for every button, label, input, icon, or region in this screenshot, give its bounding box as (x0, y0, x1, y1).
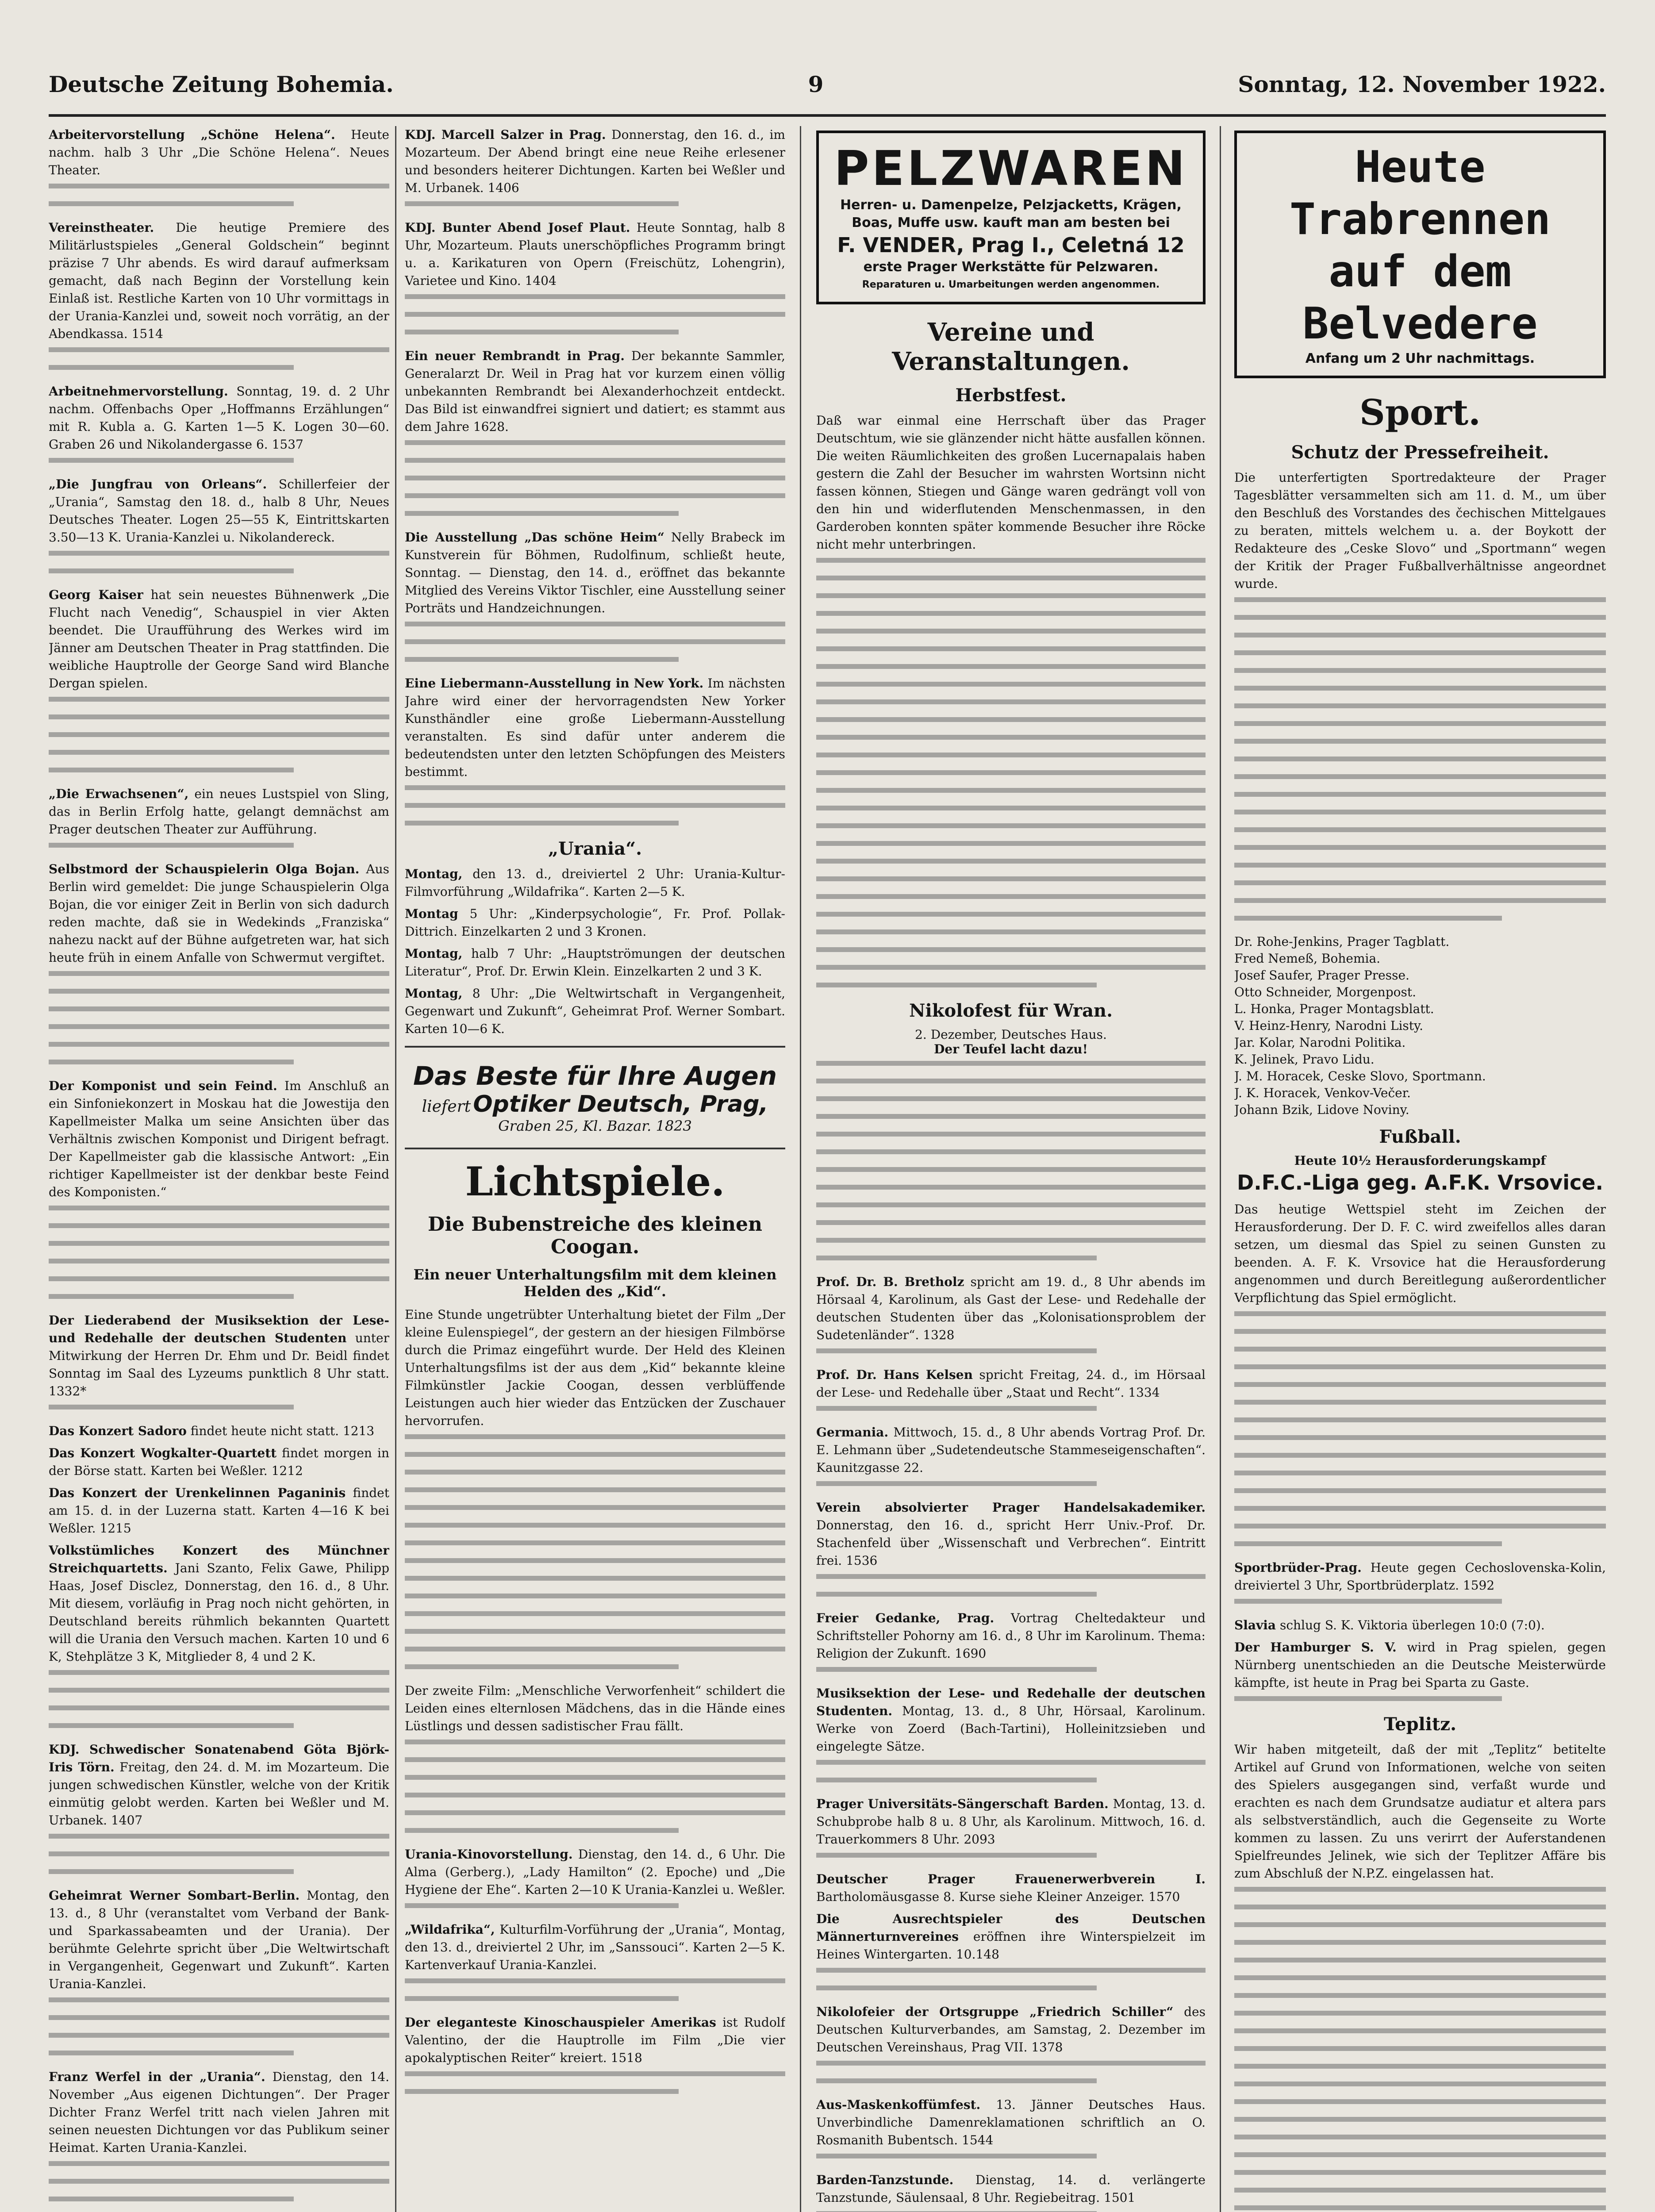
notice-heading: Das Konzert Wogkalter-Quartett (49, 1446, 277, 1460)
notice-item (816, 1366, 1206, 1402)
notice-text: findet morgen in der Börse statt. Karten bei Weßler. 1212 (49, 1446, 389, 1478)
optiker-ad-name: Optiker Deutsch, Prag, (473, 1091, 768, 1118)
text-lines (405, 1903, 785, 1908)
signer-name: Josef Saufer, Prager Presse. (1234, 968, 1409, 983)
notice-item (405, 865, 785, 901)
notice-text: 5 Uhr: „Kinderpsychologie“, Fr. Prof. Pollak-Dittrich. Einzelkarten 2 und 3 Kronen. (405, 906, 785, 939)
notice-text: Schillerfeier der „Urania“, Samstag den 18. d., halb 8 Uhr, Neues Deutsches Theater. Logen 25—55 K, Eintrittskarten 3.50—13 K. Urania-Kanzlei u. Nikolandereck. (49, 477, 389, 545)
fussball-subheading: Heute 10½ Herausforderungskampf (1294, 1153, 1546, 1168)
notice-heading: Arbeitnehmervorstellung. (49, 384, 228, 399)
text-lines (1234, 1887, 1606, 2212)
notice-text: wird in Prag spielen, gegen Nürnberg unentschieden an die Deutsche Meisterwürde kämpfte, ist heute in Prag bei Sparta zu Gaste. (1234, 1640, 1606, 1690)
lichtspiele-heading: Lichtspiele. (465, 1158, 725, 1205)
optiker-ad (405, 1061, 785, 1134)
notice-heading: Eine Liebermann-Ausstellung in New York. (405, 676, 704, 691)
notice-text: spricht am 19. d., 8 Uhr abends im Hörsaal 4, Karolinum, als Gast der Lese- und Redehalle der deutschen Studenten über das „Kolonisationsproblem der Sudetenländer“. 1328 (816, 1275, 1206, 1342)
text-lines (49, 2161, 389, 2201)
notice-item (405, 1921, 785, 1974)
column-4 (1234, 126, 1606, 2212)
notice-text: findet heute nicht statt. 1213 (190, 1424, 375, 1438)
notice-item (49, 1741, 389, 1829)
notice-heading: Musiksektion der Lese- und Redehalle der deutschen Studenten. (816, 1686, 1206, 1718)
text-lines (49, 1997, 389, 2055)
signer-name: V. Heinz-Henry, Narodni Listy. (1234, 1018, 1424, 1033)
text-lines (816, 1853, 1206, 1858)
notice-item (49, 2068, 389, 2157)
text-lines (816, 1061, 1206, 1260)
notice-text: Bartholomäusgasse 8. Kurse siehe Kleiner Anzeiger. 1570 (816, 1889, 1180, 1904)
text-lines (816, 1667, 1206, 1672)
notice-text: Donnerstag, den 16. d., im Mozarteum. Der Abend bringt eine neue Reihe erlesener und besonders heiterer Dichtungen. Karten bei Weßler und M. Urbanek. 1406 (405, 127, 785, 195)
fussball-body: Das heutige Wettspiel steht im Zeichen der Herausforderung. Der D. F. C. wird zweifellos alles daran setzen, um diesmal das Spiel zu seinen Gunsten zu beenden. A. F. K. Vrsovice hat die Herausforderung angenommen und durch Bereitlegung außerordentlicher Verpflichtung das Spiel ermöglicht. (1234, 1202, 1606, 1305)
text-lines (405, 201, 785, 206)
notice-heading: Montag (405, 906, 458, 921)
notice-item (1234, 1617, 1606, 1634)
trabrennen-ad-venue: auf dem Belvedere (1302, 246, 1538, 349)
notice-text: Freitag, den 24. d. M. im Mozarteum. Die jungen schwedischen Künstler, welche von der Kritik einmütig gelobt werden. Karten bei Weßler und M. Urbanek. 1407 (49, 1760, 389, 1828)
notice-heading: Die Ausrechtspieler des Deutschen Männerturnvereines (816, 1912, 1206, 1944)
column-divider (1220, 126, 1221, 2212)
notice-item (49, 219, 389, 343)
signer-name: L. Honka, Prager Montagsblatt. (1234, 1002, 1434, 1016)
text-lines (816, 1760, 1206, 1782)
notice-item (49, 586, 389, 692)
vereine-notices (816, 1273, 1206, 2212)
notice-item (49, 1887, 389, 1993)
paper-name: Deutsche Zeitung Bohemia. (49, 71, 394, 97)
notice-item (816, 2171, 1206, 2207)
notice-item (405, 529, 785, 617)
sport-short-items (1234, 1559, 1606, 1701)
notice-item (49, 1077, 389, 1201)
notice-text: schlug S. K. Viktoria überlegen 10:0 (7:0). (1279, 1618, 1545, 1632)
notice-text: eröffnen ihre Winterspielzeit im Heines Wintergarten. 10.148 (816, 1929, 1206, 1962)
notice-item (816, 1795, 1206, 1848)
notice-heading: „Die Erwachsenen“, (49, 787, 189, 801)
notice-item (49, 860, 389, 967)
notice-heading: „Wildafrika“, (405, 1922, 495, 1937)
text-lines (1234, 1311, 1606, 1546)
text-lines (49, 843, 389, 848)
notice-item (816, 1273, 1206, 1344)
notice-heading: Der Komponist und sein Feind. (49, 1079, 277, 1093)
notice-heading: Vereinstheater. (49, 220, 154, 235)
notice-item (49, 126, 389, 179)
lichtspiele-subtitle: Die Bubenstreiche des kleinen Coogan. (428, 1213, 762, 1258)
notice-heading: Selbstmord der Schauspielerin Olga Bojan. (49, 862, 360, 876)
notice-text: Montag, 13. d. Schubprobe halb 8 u. 8 Uhr, als Karolinum. Mittwoch, 16. d. Trauerkommers 8 Uhr. 2093 (816, 1797, 1206, 1847)
notice-item (816, 1910, 1206, 1963)
notice-heading: Montag, (405, 867, 463, 881)
column-2 (405, 126, 785, 2212)
notice-text: 8 Uhr: „Die Weltwirtschaft in Vergangenheit, Gegenwart und Zukunft“, Geheimrat Prof. Werner Sombart. Karten 10—6 K. (405, 986, 785, 1036)
notice-heading: Deutscher Prager Frauenerwerbverein I. (816, 1872, 1206, 1886)
text-lines (405, 1434, 785, 1669)
text-lines (816, 1574, 1206, 1597)
text-lines (816, 1481, 1206, 1486)
notice-item (1234, 1559, 1606, 1594)
notice-heading: KDJ. Schwedischer Sonatenabend Göta Björk-Iris Törn. (49, 1742, 389, 1774)
notice-item (49, 476, 389, 546)
column-divider (395, 126, 396, 2212)
pressefreiheit-heading: Schutz der Pressefreiheit. (1291, 442, 1549, 463)
trabrennen-ad-title: Heute Trabrennen (1289, 142, 1551, 245)
notice-item (49, 785, 389, 838)
issue-date: Sonntag, 12. November 1922. (1238, 71, 1606, 97)
notice-heading: Das Konzert Sadoro (49, 1424, 187, 1438)
notice-text: Aus Berlin wird gemeldet: Die junge Schauspielerin Olga Bojan, die vor einiger Zeit in Berlin von sich dadurch reden machte, daß sie in Wedekinds „Franziska“ nahezu nackt auf der Bühne aufgetreten war, hat sich heute früh in einem Anfalle von Schwermut vergiftet. (49, 862, 389, 965)
notice-text: findet am 15. d. in der Luzerna statt. Karten 4—16 K bei Weßler. 1215 (49, 1486, 389, 1536)
text-lines (49, 184, 389, 206)
notice-text: Heute nachm. halb 3 Uhr „Die Schöne Helena“. Neues Theater. (49, 127, 389, 177)
notice-text: des Deutschen Kulturverbandes, am Samstag, 2. Dezember im Deutschen Vereinshaus, Prag VII. 1378 (816, 2005, 1206, 2055)
notice-text: Dienstag, den 14. d., 6 Uhr. Die Alma (Gerberg.), „Lady Hamilton“ (2. Epoche) und „Die Hygiene der Ehe“. Karten 2—10 K Urania-Kanzlei u. Weßler. (405, 1847, 785, 1897)
nikolofest-heading: Nikolofest für Wran. (909, 1000, 1113, 1021)
nikolofest-subheading: 2. Dezember, Deutsches Haus. (915, 1027, 1107, 1042)
notice-text: Kulturfilm-Vorführung der „Urania“, Montag, den 13. d., dreiviertel 2 Uhr, im „Sanssouci“. Karten 2—5 K. Kartenverkauf Urania-Kanzlei. (405, 1922, 785, 1972)
text-lines (49, 1670, 389, 1728)
notice-heading: Urania-Kinovorstellung. (405, 1847, 573, 1862)
notice-heading: Nikolofeier der Ortsgruppe „Friedrich Schiller“ (816, 2005, 1174, 2019)
text-lines (49, 347, 389, 370)
text-lines (49, 971, 389, 1064)
notice-item (49, 1444, 389, 1480)
text-lines (405, 440, 785, 516)
text-lines (49, 697, 389, 772)
notice-text: ein neues Lustspiel von Sling, das in Berlin Erfolg hatte, gelangt demnächst am Prager deutschen Theater zur Aufführung. (49, 787, 389, 837)
text-lines (1234, 1696, 1606, 1701)
notice-text: den 13. d., dreiviertel 2 Uhr: Urania-Kultur-Filmvorführung „Wildafrika“. Karten 2—5 K. (405, 867, 785, 899)
masthead-rule (49, 114, 1606, 117)
sport-heading: Sport. (1359, 392, 1481, 433)
notice-text: Dienstag, den 14. November „Aus eigenen Dichtungen“. Der Prager Dichter Franz Werfel tritt nach vielen Jahren mit seinen neuesten Dichtungen vor das Publikum seiner Heimat. Karten Urania-Kanzlei. (49, 2070, 389, 2155)
notice-text: Heute gegen Cechoslovenska-Kolin, dreiviertel 3 Uhr, Sportbrüderplatz. 1592 (1234, 1560, 1606, 1593)
notice-heading: Barden-Tanzstunde. (816, 2173, 954, 2187)
notice-item (405, 126, 785, 197)
notice-heading: Prof. Dr. B. Bretholz (816, 1275, 964, 1289)
notice-item (405, 675, 785, 781)
text-lines (816, 2061, 1206, 2083)
notice-text: ist Rudolf Valentino, der die Hauptrolle im Film „Die vier apokalyptischen Reiter“ kreiert. 1518 (405, 2015, 785, 2065)
pelzwaren-ad (816, 131, 1206, 304)
notice-item (816, 2003, 1206, 2056)
text-lines (816, 1348, 1206, 1353)
masthead (49, 66, 1606, 102)
notice-heading: Montag, (405, 986, 463, 1001)
text-lines (405, 1740, 785, 1833)
notice-heading: Arbeitervorstellung „Schöne Helena“. (49, 127, 335, 142)
text-lines (1234, 1599, 1606, 1604)
pressefreiheit-body: Die unterfertigten Sportredakteure der Prager Tagesblätter versammelten sich am 11. d. M., um über den Beschluß des Vorstandes des čechischen Mittelgaues zu beraten, mittels welchem u. a. der Boykott der Redakteure des „Ceske Slovo“ und „Sportmann“ wegen der Kritik der Prager Fußballverhältnisse angeordnet wurde. (1234, 470, 1606, 591)
notice-item (405, 945, 785, 980)
notice-item (49, 1312, 389, 1400)
text-lines (816, 1406, 1206, 1411)
notice-item (816, 1424, 1206, 1477)
notice-heading: Prager Universitäts-Sängerschaft Barden. (816, 1797, 1109, 1811)
text-lines (49, 551, 389, 573)
nikolofest-note: Der Teufel lacht dazu! (934, 1042, 1088, 1056)
notice-heading: Der eleganteste Kinoschauspieler Amerikas (405, 2015, 716, 2030)
page-number: 9 (808, 71, 824, 97)
text-lines (49, 1206, 389, 1299)
notice-heading: Der Hamburger S. V. (1234, 1640, 1397, 1655)
teplitz-body: Wir haben mitgeteilt, daß der mit „Teplitz“ betitelte Artikel auf Grund von Informationen, welche von seiten des Spielers ausgegangen sind, verfaßt wurde und erachten es nach dem Grundsatze audiatur et altera pars als selbstverständlich, auch die Gegenseite zu Worte kommen zu lassen. Zu uns verirrt der Auferstandenen Spielfreundes Jelinek, wie sich der Teplitzer Affäre bis zum Abschluß der N.P.Z. eingelassen hat. (1234, 1742, 1606, 1881)
notice-heading: Volkstümliches Konzert des Münchner Streichquartetts. (49, 1543, 389, 1575)
signer-name: K. Jelinek, Pravo Lidu. (1234, 1052, 1375, 1067)
notice-heading: „Die Jungfrau von Orleans“. (49, 477, 267, 492)
notice-heading: KDJ. Bunter Abend Josef Plaut. (405, 220, 630, 235)
text-lines (49, 458, 389, 463)
notice-item (405, 1846, 785, 1899)
notice-heading: Das Konzert der Urenkelinnen Paganinis (49, 1486, 346, 1500)
notice-item (816, 1609, 1206, 1663)
vereine-heading: Vereine und Veranstaltungen. (892, 318, 1130, 376)
notice-item (816, 1499, 1206, 1570)
column-3 (816, 126, 1206, 2212)
notice-text: Der bekannte Sammler, Generalarzt Dr. Weil in Prag hat vor kurzem einen völlig unbekannten Rembrandt bei Alexanderhochzeit entdeckt. Das Bild ist einwandfrei signiert und datiert; es stammt aus dem Jahre 1628. (405, 349, 785, 434)
text-lines (405, 294, 785, 334)
notice-heading: Die Ausstellung „Das schöne Heim“ (405, 530, 664, 545)
notice-item (816, 2096, 1206, 2149)
notice-text: Die heutige Premiere des Militärlustspieles „General Goldschein“ beginnt präzise 7 Uhr abends. Es wird darauf aufmerksam gemacht, daß nach Beginn der Vorstellung kein Einlaß ist. Restliche Karten von 10 Uhr vormittags in der Urania-Kanzlei und, soweit noch vorrätig, an der Abendkassa. 1514 (49, 220, 389, 341)
notice-heading: Freier Gedanke, Prag. (816, 1611, 995, 1625)
lichtspiele-body: Eine Stunde ungetrübter Unterhaltung bietet der Film „Der kleine Eulenspiegel“, der gestern an der hiesigen Filmbörse durch die Primaz eingeführt wurde. Der Held des Kleinen Unterhaltungsfilms ist der aus dem „Kid“ bekannte kleine Filmkünstler Jackie Coogan, dessen verblüffende Leistungen auch hier wieder das Entzücken der Zuschauer hervorrufen. (405, 1307, 785, 1428)
text-lines (816, 558, 1206, 987)
notice-text: Im Anschluß an ein Sinfoniekonzert in Moskau hat die Jowestija den Kapellmeister Malka um seine Ansichten über das Verhältnis zwischen Komponist und Dirigent befragt. Der Kapellmeister gab die klassische Antwort: „Ein richtiger Kapellmeister ist der denkbar beste Feind des Komponisten.“ (49, 1079, 389, 1199)
notice-item (816, 1685, 1206, 1755)
text-lines (49, 1834, 389, 1874)
notice-item (49, 383, 389, 453)
fussball-match: D.F.C.-Liga geg. A.F.K. Vrsovice. (1237, 1171, 1603, 1194)
pelzwaren-ad-line: erste Prager Werkstätte für Pelzwaren. (863, 259, 1159, 275)
optiker-ad-address: Graben 25, Kl. Bazar. 1823 (498, 1118, 692, 1134)
optiker-ad-headline: Das Beste für Ihre Augen (413, 1061, 777, 1091)
notice-text: Montag, 13. d., 8 Uhr, Hörsaal, Karolinum. Werke von Zoerd (Bach-Tartini), Holleinitzsieben und eingelegte Sätze. (816, 1704, 1206, 1754)
divider (405, 1046, 785, 1048)
text-lines (49, 1405, 389, 1409)
notice-text: Sonntag, 19. d. 2 Uhr nachm. Offenbachs Oper „Hoffmanns Erzählungen“ mit R. Kubla a. G. Karten 1—5 K. Logen 30—60. Graben 26 und Nikolandergasse 6. 1537 (49, 384, 389, 452)
notice-text: Im nächsten Jahre wird einer der hervorragendsten New Yorker Kunsthändler eine große Liebermann-Ausstellung veranstalten. Es sind dafür unter anderem die bedeutendsten unter den letzten Schöpfungen des Meisters bestimmt. (405, 676, 785, 779)
notice-item (405, 219, 785, 290)
notice-item (49, 1484, 389, 1537)
urania-heading: „Urania“. (548, 838, 642, 859)
notice-text: Jani Szanto, Felix Gawe, Philipp Haas, Josef Disclez, Donnerstag, den 16. d., 8 Uhr. Mit diesem, vorläufig in Prag noch nicht gehörten, in Deutschland bereits rühmlich bekannten Quartett will die Urania den Versuch machen. Karten 10 und 6 K, Stehplätze 3 K, Mitglieder 8, 4 und 2 K. (49, 1561, 389, 1664)
notice-text: halb 7 Uhr: „Hauptströmungen der deutschen Literatur“, Prof. Dr. Erwin Klein. Einzelkarten 2 und 3 K. (405, 946, 785, 979)
signer-name: J. K. Horacek, Venkov-Večer. (1234, 1086, 1411, 1100)
notice-item (49, 1542, 389, 1666)
notice-heading: Montag, (405, 946, 463, 961)
notice-text: 13. Jänner Deutsches Haus. Unverbindliche Damenreklamationen schriftlich an O. Rosmanith Bubentsch. 1544 (816, 2097, 1206, 2147)
lichtspiele-deck: Ein neuer Unterhaltungsfilm mit dem kleinen Helden des „Kid“. (413, 1266, 777, 1300)
notice-heading: Der Liederabend der Musiksektion der Lese- und Redehalle der deutschen Studenten (49, 1313, 389, 1345)
trabrennen-ad-time: Anfang um 2 Uhr nachmittags. (1305, 351, 1535, 366)
column-1-items (49, 126, 389, 2212)
herbstfest-heading: Herbstfest. (955, 385, 1067, 406)
pelzwaren-ad-address: F. VENDER, Prag I., Celetná 12 (837, 233, 1185, 257)
notice-heading: KDJ. Marcell Salzer in Prag. (405, 127, 606, 142)
notice-item (405, 905, 785, 941)
teplitz-heading: Teplitz. (1383, 1714, 1457, 1735)
notice-heading: Slavia (1234, 1618, 1276, 1632)
notice-text: Heute Sonntag, halb 8 Uhr, Mozarteum. Plauts unerschöpfliches Programm bringt u. a. Karikaturen von Opern (Freischütz, Lohengrin), Varietee und Kino. 1404 (405, 220, 785, 288)
notice-item (816, 1870, 1206, 1906)
signer-name: Otto Schneider, Morgenpost. (1234, 985, 1417, 999)
column-2-items (405, 126, 785, 826)
optiker-ad-prefix: liefert (422, 1098, 471, 1116)
notice-text: Nelly Brabeck im Kunstverein für Böhmen, Rudolfinum, schließt heute, Sonntag. — Dienstag, den 14. d., eröffnet das bekannte Mitglied des Vereins Viktor Tischler, eine Ausstellung seiner Porträts und Handzeichnungen. (405, 530, 785, 615)
pelzwaren-ad-title: PELZWAREN (834, 141, 1188, 196)
signers-list (1234, 933, 1606, 1118)
signer-name: Dr. Rohe-Jenkins, Prager Tagblatt. (1234, 934, 1450, 949)
notice-text: Dienstag, 14. d. verlängerte Tanzstunde, Säulensaal, 8 Uhr. Regiebeitrag. 1501 (816, 2173, 1206, 2205)
text-lines (405, 2071, 785, 2094)
notice-heading: Aus-Maskenkoffümfest. (816, 2097, 981, 2112)
notice-heading: Georg Kaiser (49, 588, 143, 602)
notice-heading: Ein neuer Rembrandt in Prag. (405, 349, 625, 363)
notice-text: unter Mitwirkung der Herren Dr. Ehm und Dr. Beidl findet Sonntag im Saal des Lyzeums punktlich 8 Uhr statt. 1332* (49, 1331, 389, 1398)
text-lines (1234, 597, 1606, 921)
signer-name: Jar. Kolar, Narodni Politika. (1234, 1035, 1406, 1050)
fussball-heading: Fußball. (1379, 1126, 1461, 1147)
notice-item (1234, 1639, 1606, 1692)
trabrennen-ad (1234, 131, 1606, 378)
text-lines (405, 1978, 785, 2001)
notice-text: Mittwoch, 15. d., 8 Uhr abends Vortrag Prof. Dr. E. Lehmann über „Sudetendeutsche Stammeseigenschaften“. Kaunitzgasse 22. (816, 1425, 1206, 1475)
notice-heading: Franz Werfel in der „Urania“. (49, 2070, 265, 2084)
text-lines (405, 785, 785, 826)
signer-name: J. M. Horacek, Ceske Slovo, Sportmann. (1234, 1069, 1486, 1083)
column-divider (800, 126, 801, 2212)
text-lines (816, 2154, 1206, 2158)
column-1 (49, 126, 389, 2212)
notice-heading: Geheimrat Werner Sombart-Berlin. (49, 1888, 300, 1903)
notice-item (405, 985, 785, 1038)
text-lines (816, 1968, 1206, 1990)
lichtspiele-body-2: Der zweite Film: „Menschliche Verworfenheit“ schildert die Leiden eines elternlosen Mädchens, das in die Hände eines Lüstlings und dessen sadistischer Frau fällt. (405, 1683, 785, 1733)
notice-item (405, 347, 785, 436)
notice-heading: Verein absolvierter Prager Handelsakademiker. (816, 1500, 1206, 1515)
column-2-lower-items (405, 1846, 785, 2094)
herbstfest-body: Daß war einmal eine Herrschaft über das Prager Deutschtum, wie sie glänzender nicht hätte ausfallen können. Die weiten Räumlichkeiten des großen Lucernapalais haben gestern die Zahl der Besucher im wahrsten Wortsinn nicht fassen können, Stiegen und Gänge waren gedrängt voll von den hin und widerflutenden Menschenmassen, in den Garderoben konnten später kommende Besucher ihre Röcke nicht mehr unterbringen. (816, 413, 1206, 552)
notice-item (405, 2014, 785, 2067)
signer-name: Fred Nemeß, Bohemia. (1234, 951, 1381, 966)
notice-text: hat sein neuestes Bühnenwerk „Die Flucht nach Venedig“, Schauspiel in vier Akten beendet. Die Uraufführung des Werkes wird im Jänner am Deutschen Theater in Prag stattfinden. Die weibliche Hauptrolle der George Sand wird Blanche Dergan spielen. (49, 588, 389, 691)
notice-text: Montag, den 13. d., 8 Uhr (veranstaltet vom Verband der Bank- und Sparkassabeamten und der Urania). Der berühmte Gelehrte spricht über „Die Weltwirtschaft in Vergangenheit, Gegenwart und Zukunft“. Karten Urania-Kanzlei. (49, 1888, 389, 1991)
pelzwaren-ad-line: Reparaturen u. Umarbeitungen werden angenommen. (862, 279, 1160, 290)
text-lines (405, 622, 785, 662)
notice-heading: Prof. Dr. Hans Kelsen (816, 1367, 973, 1382)
notice-heading: Sportbrüder-Prag. (1234, 1560, 1362, 1575)
notice-text: Donnerstag, den 16. d., spricht Herr Univ.-Prof. Dr. Stachenfeld über „Wissenschaft und Verbrechen“. Eintritt frei. 1536 (816, 1518, 1206, 1568)
notice-heading: Germania. (816, 1425, 889, 1440)
signer-name: Johann Bzik, Lidove Noviny. (1234, 1102, 1409, 1117)
notice-text: Vortrag Cheltedakteur und Schriftsteller Pohorny am 16. d., 8 Uhr im Karolinum. Thema: Religion der Zukunft. 1690 (816, 1611, 1206, 1661)
divider (405, 1148, 785, 1149)
urania-list (405, 865, 785, 1038)
notice-text: spricht Freitag, 24. d., im Hörsaal der Lese- und Redehalle über „Staat und Recht“. 1334 (816, 1367, 1206, 1400)
pelzwaren-ad-line: Herren- u. Damenpelze, Pelzjacketts, Krägen, Boas, Muffe usw. kauft man am besten bei (840, 197, 1182, 230)
notice-item (49, 1422, 389, 1440)
